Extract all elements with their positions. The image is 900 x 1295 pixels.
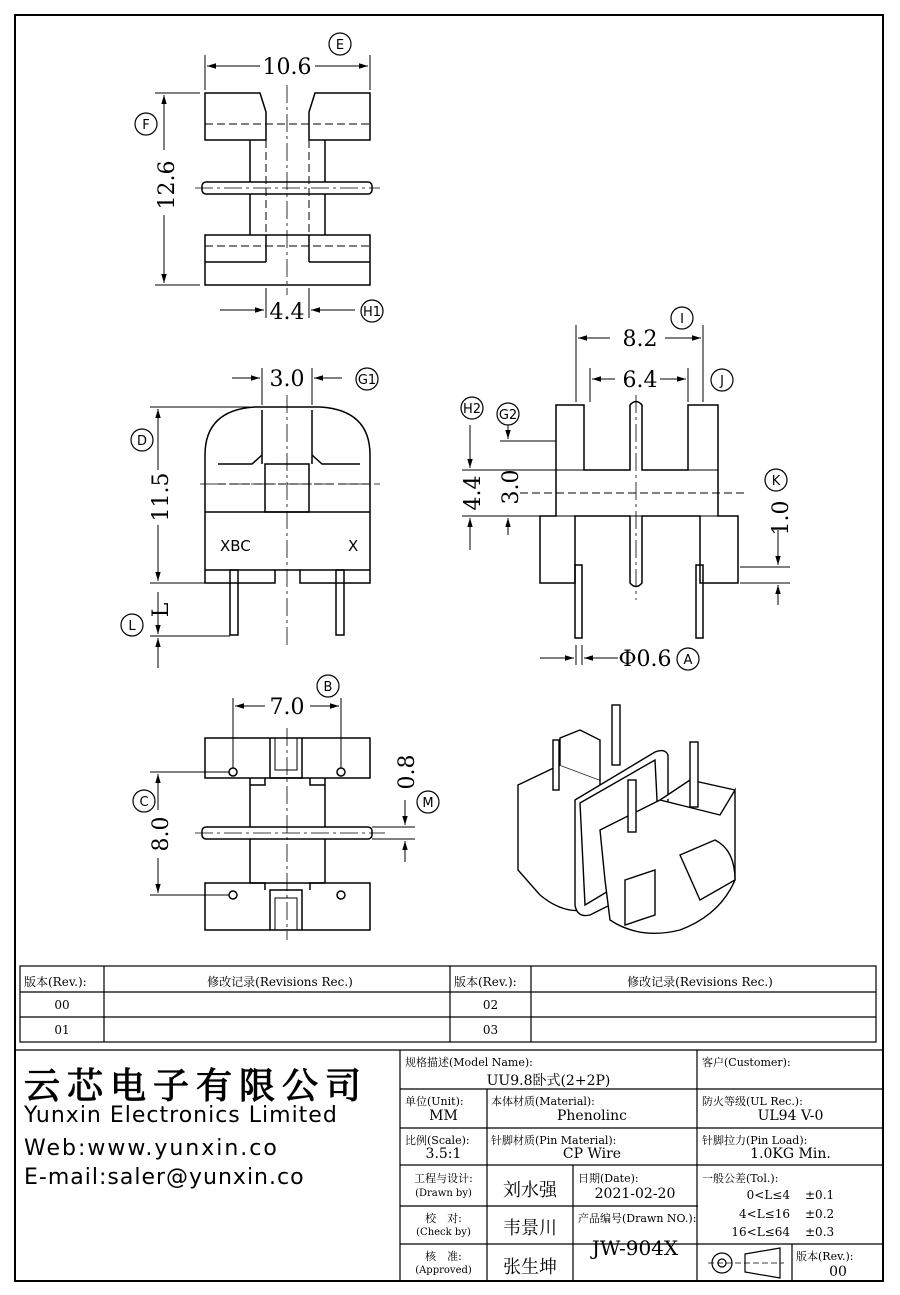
svg-text:H2: H2: [462, 402, 482, 417]
rev-label: 版本(Rev.):: [796, 1250, 854, 1263]
drawing-no-value: JW-904X: [591, 1236, 679, 1260]
tol-value-1: ±0.1: [805, 1188, 835, 1202]
svg-text:L: L: [128, 619, 136, 634]
tag-G1: [356, 368, 378, 390]
svg-text:A: A: [683, 653, 693, 668]
pin-load-value: 1.0KG Min.: [750, 1146, 831, 1162]
mark-x: X: [348, 537, 359, 555]
dim-height-top: 12.6: [155, 160, 180, 210]
rev-row-00: 00: [54, 998, 70, 1012]
company-name-en: Yunxin Electronics Limited: [24, 1103, 338, 1128]
tag-K: [765, 469, 787, 491]
dim-k-side: 1.0: [769, 500, 794, 536]
dim-rows-bottom: 8.0: [149, 816, 174, 852]
dim-pin-diameter: Φ0.6: [618, 647, 672, 672]
check-sub: (Check by): [416, 1227, 471, 1238]
tag-I: [671, 307, 693, 329]
tag-E: [329, 33, 351, 55]
date-label: 日期(Date):: [578, 1172, 639, 1185]
drawn-value: 刘水强: [503, 1180, 557, 1201]
svg-text:B: B: [323, 680, 333, 695]
tol-value-3: ±0.3: [805, 1225, 835, 1239]
drawing-no-label: 产品编号(Drawn NO.):: [578, 1212, 697, 1225]
ul-value: UL94 V-0: [757, 1108, 824, 1124]
svg-text:G1: G1: [357, 373, 377, 388]
tag-B: [317, 675, 339, 697]
svg-text:E: E: [335, 38, 345, 53]
approve-label: 核 准:: [425, 1250, 462, 1263]
rev-row-03: 03: [482, 1023, 499, 1037]
svg-text:D: D: [136, 434, 148, 449]
tag-A: [677, 648, 699, 670]
rev-row-01: 01: [54, 1023, 70, 1037]
tag-H2: [461, 397, 483, 419]
svg-text:K: K: [771, 474, 781, 489]
rev-row-02: 02: [482, 998, 499, 1012]
material-label: 本体材质(Material):: [491, 1095, 595, 1108]
dim-height-front: 11.5: [149, 472, 174, 522]
tag-C: [133, 790, 155, 812]
model-label: 规格描述(Model Name):: [405, 1056, 533, 1069]
svg-text:I: I: [680, 312, 684, 327]
dim-slot-bottom: 0.8: [395, 754, 420, 790]
tag-D: [131, 429, 153, 451]
svg-text:M: M: [422, 796, 434, 811]
unit-value: MM: [429, 1108, 458, 1124]
rec-header-left: 修改记录(Revisions Rec.): [207, 975, 353, 989]
dim-30-side: 3.0: [499, 469, 524, 505]
company-web: Web:www.yunxin.co: [24, 1136, 279, 1161]
svg-text:G2: G2: [498, 408, 518, 423]
material-value: Phenolinc: [557, 1108, 627, 1124]
dim-gap-top: 4.4: [269, 300, 305, 325]
dim-pitch-bottom: 7.0: [269, 695, 305, 720]
check-label: 校 对:: [425, 1212, 462, 1225]
tol-range-3: 16<L≤64: [731, 1225, 790, 1239]
pin-load-label: 针脚拉力(Pin Load):: [702, 1134, 808, 1147]
model-value: UU9.8卧式(2+2P): [486, 1073, 611, 1089]
tag-L: [121, 614, 143, 636]
dim-width-top: 10.6: [262, 55, 312, 80]
rev-header-right: 版本(Rev.):: [454, 975, 517, 989]
ul-label: 防火等级(UL Rec.):: [702, 1095, 803, 1108]
svg-text:F: F: [142, 118, 150, 133]
svg-text:C: C: [139, 795, 149, 810]
scale-label: 比例(Scale):: [405, 1134, 470, 1147]
tol-label: 一般公差(Tol.):: [702, 1172, 779, 1185]
tag-G2: [497, 403, 519, 425]
scale-value: 3.5:1: [425, 1146, 462, 1162]
pin-material-value: CP Wire: [562, 1146, 622, 1162]
tag-M: [417, 791, 439, 813]
drawn-sub: (Drawn by): [415, 1188, 472, 1199]
company-name-cn: 云芯电子有限公司: [24, 1066, 369, 1107]
dim-outer-side: 8.2: [622, 327, 658, 352]
dim-pin-length: L: [149, 602, 174, 618]
drawn-label: 工程与设计:: [414, 1172, 473, 1185]
date-value: 2021-02-20: [594, 1186, 676, 1202]
svg-text:J: J: [720, 374, 724, 389]
tag-J: [711, 369, 733, 391]
check-value: 韦景川: [503, 1218, 557, 1239]
rec-header-right: 修改记录(Revisions Rec.): [627, 975, 773, 989]
bottom-view: [150, 698, 415, 940]
tol-range-2: 4<L≤16: [739, 1207, 790, 1221]
rev-header-left: 版本(Rev.):: [24, 975, 87, 989]
top-view: [155, 55, 380, 318]
tag-F: [135, 113, 157, 135]
pin-material-label: 针脚材质(Pin Material):: [491, 1134, 617, 1147]
customer-label: 客户(Customer):: [702, 1056, 791, 1069]
approve-sub: (Approved): [415, 1265, 472, 1276]
tol-value-2: ±0.2: [805, 1207, 835, 1221]
tol-range-1: 0<L≤4: [746, 1188, 790, 1202]
dim-inner-side: 6.4: [622, 368, 658, 393]
svg-text:H1: H1: [362, 305, 382, 320]
tag-H1: [361, 300, 383, 322]
company-email: E-mail:saler@yunxin.co: [24, 1165, 305, 1190]
unit-label: 单位(Unit):: [405, 1095, 464, 1108]
approve-value: 张生坤: [503, 1257, 557, 1278]
dim-44-side: 4.4: [461, 475, 486, 511]
front-view: [150, 368, 380, 668]
dim-top-front: 3.0: [269, 367, 305, 392]
isometric-view: [518, 705, 735, 933]
rev-value: 00: [829, 1264, 847, 1280]
mark-xbc: XBC: [220, 537, 251, 555]
